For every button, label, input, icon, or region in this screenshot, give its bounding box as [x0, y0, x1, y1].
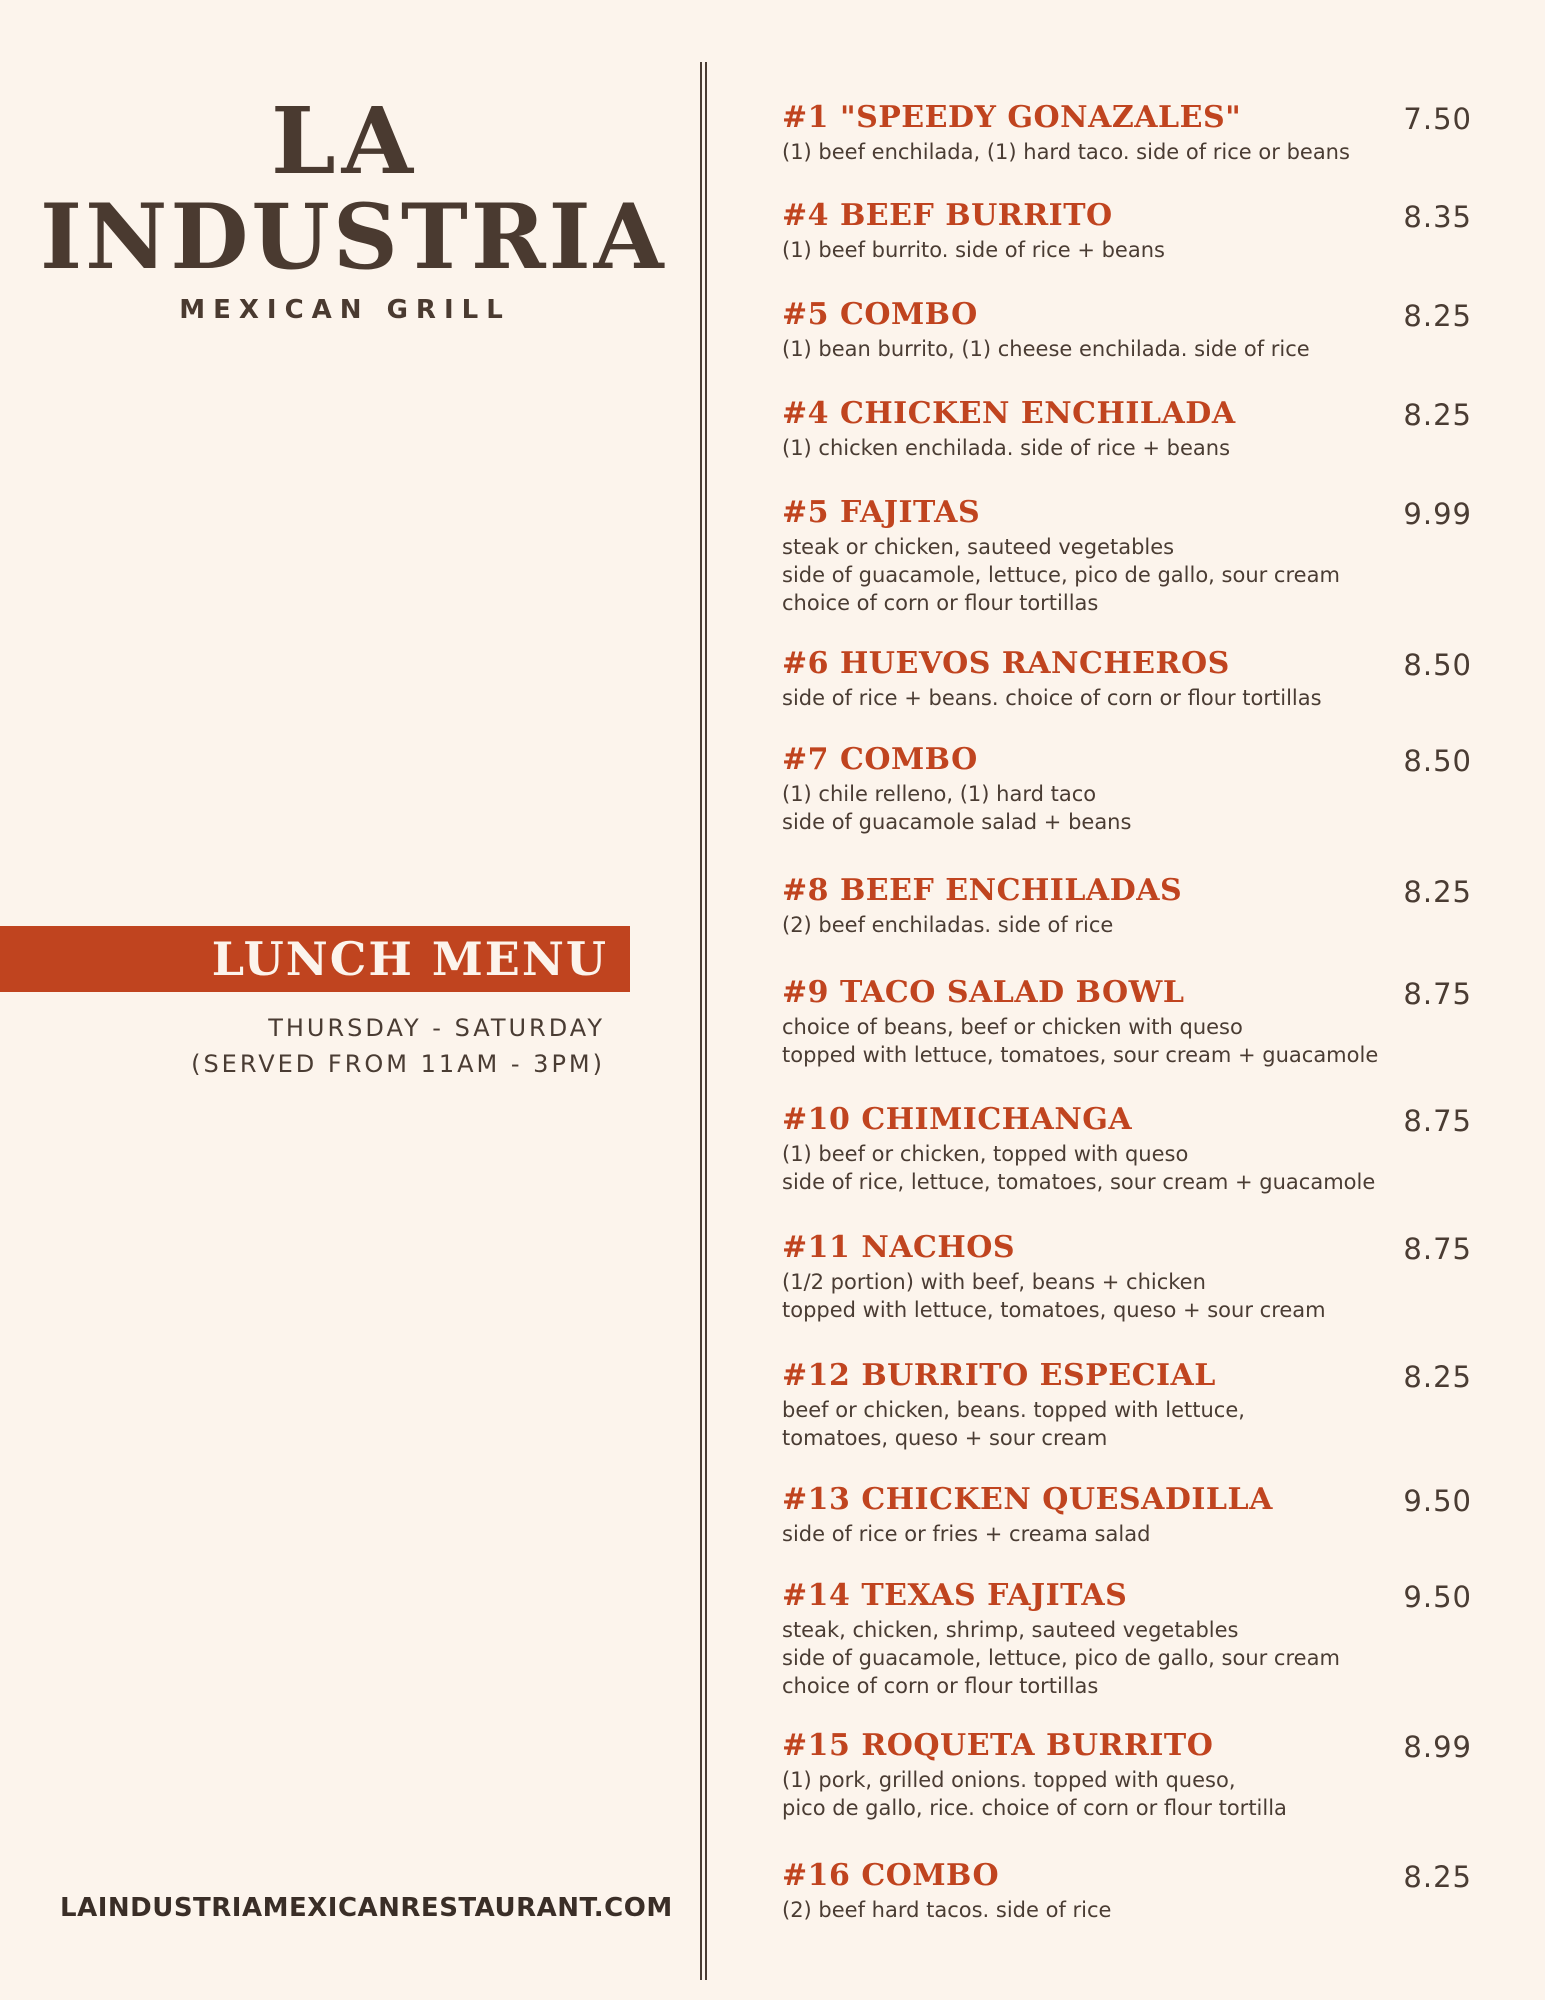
menu-item [782, 1102, 1472, 1196]
description-line: side of guacamole salad + beans [782, 810, 1132, 834]
description-line: (1) beef or chicken, topped with queso [782, 1142, 1189, 1166]
item-name: #6 HUEVOS RANCHEROS [782, 646, 1230, 681]
item-price: 8.25 [1403, 1860, 1472, 1894]
item-name: #16 COMBO [782, 1858, 1000, 1893]
item-description [782, 780, 1472, 836]
item-price: 8.25 [1403, 875, 1472, 909]
item-price: 7.50 [1403, 102, 1472, 136]
item-price: 8.25 [1403, 398, 1472, 432]
item-price: 9.50 [1403, 1484, 1472, 1518]
menu-item [782, 1728, 1472, 1822]
description-line: side of rice, lettuce, tomatoes, sour cream + guacamole [782, 1170, 1376, 1194]
menu-item [782, 1858, 1472, 1924]
column-divider [700, 62, 707, 1980]
item-name: #11 NACHOS [782, 1230, 1016, 1265]
menu-item [782, 1230, 1472, 1324]
item-name: #15 ROQUETA BURRITO [782, 1728, 1214, 1763]
schedule-days: THURSDAY - SATURDAY [268, 1014, 605, 1042]
item-description [782, 236, 1472, 264]
description-line: side of guacamole, lettuce, pico de gallo, sour cream [782, 563, 1340, 587]
description-line: pico de gallo, rice. choice of corn or flour tortilla [782, 1796, 1287, 1820]
menu-item [782, 495, 1472, 617]
description-line: (1) pork, grilled onions. topped with queso, [782, 1768, 1236, 1792]
description-line: steak or chicken, sauteed vegetables [782, 535, 1175, 559]
menu-item [782, 198, 1472, 264]
item-price: 9.99 [1403, 497, 1472, 531]
menu-item [782, 297, 1472, 363]
item-price: 9.50 [1403, 1580, 1472, 1614]
item-price: 8.75 [1403, 1232, 1472, 1266]
menu-item [782, 100, 1472, 166]
menu-item [782, 1482, 1472, 1548]
description-line: side of guacamole, lettuce, pico de gallo, sour cream [782, 1646, 1340, 1670]
item-price: 8.50 [1403, 648, 1472, 682]
item-name: #13 CHICKEN QUESADILLA [782, 1482, 1273, 1517]
menu-item [782, 975, 1472, 1069]
item-name: #14 TEXAS FAJITAS [782, 1578, 1128, 1613]
item-name: #8 BEEF ENCHILADAS [782, 873, 1183, 908]
description-line: side of rice + beans. choice of corn or flour tortillas [782, 686, 1322, 710]
menu-item [782, 1578, 1472, 1700]
logo-subtitle: MEXICAN GRILL [179, 295, 511, 325]
description-line: choice of corn or flour tortillas [782, 591, 1099, 615]
banner-title: LUNCH MENU [211, 932, 608, 986]
item-description [782, 533, 1472, 617]
menu-item [782, 396, 1472, 462]
logo-line-1: LA [270, 87, 420, 195]
description-line: (1) bean burrito, (1) cheese enchilada. side of rice [782, 337, 1310, 361]
description-line: steak, chicken, shrimp, sauteed vegetables [782, 1618, 1239, 1642]
item-description [782, 1766, 1472, 1822]
website-link[interactable]: LAINDUSTRIAMEXICANRESTAURANT.COM [60, 1893, 673, 1923]
description-line: topped with lettuce, tomatoes, sour cream + guacamole [782, 1043, 1379, 1067]
logo-line-2: INDUSTRIA [40, 184, 667, 290]
item-price: 8.35 [1403, 200, 1472, 234]
description-line: (1) beef burrito. side of rice + beans [782, 238, 1165, 262]
item-description [782, 1013, 1472, 1069]
menu-item [782, 873, 1472, 939]
item-name: #1 "SPEEDY GONAZALES" [782, 100, 1242, 135]
description-line: (1) chicken enchilada. side of rice + beans [782, 436, 1231, 460]
description-line: tomatoes, queso + sour cream [782, 1426, 1108, 1450]
item-price: 8.50 [1403, 744, 1472, 778]
item-price: 8.75 [1403, 1104, 1472, 1138]
item-description [782, 138, 1472, 166]
description-line: choice of beans, beef or chicken with queso [782, 1015, 1243, 1039]
item-name: #7 COMBO [782, 742, 978, 777]
item-description [782, 1268, 1472, 1324]
menu-item [782, 646, 1472, 712]
description-line: beef or chicken, beans. topped with lettuce, [782, 1398, 1245, 1422]
description-line: (1) chile relleno, (1) hard taco [782, 782, 1097, 806]
schedule [191, 1010, 605, 1082]
description-line: topped with lettuce, tomatoes, queso + sour cream [782, 1298, 1326, 1322]
description-line: (1/2 portion) with beef, beans + chicken [782, 1270, 1206, 1294]
item-name: #12 BURRITO ESPECIAL [782, 1358, 1216, 1393]
item-price: 8.75 [1403, 977, 1472, 1011]
item-name: #9 TACO SALAD BOWL [782, 975, 1185, 1010]
item-description [782, 684, 1472, 712]
description-line: (2) beef hard tacos. side of rice [782, 1898, 1112, 1922]
description-line: side of rice or fries + creama salad [782, 1522, 1151, 1546]
item-description [782, 434, 1472, 462]
menu-item [782, 1358, 1472, 1452]
item-name: #4 CHICKEN ENCHILADA [782, 396, 1236, 431]
item-name: #10 CHIMICHANGA [782, 1102, 1133, 1137]
item-description [782, 1396, 1472, 1452]
item-name: #5 FAJITAS [782, 495, 981, 530]
description-line: (1) beef enchilada, (1) hard taco. side of rice or beans [782, 140, 1350, 164]
item-price: 8.25 [1403, 1360, 1472, 1394]
description-line: (2) beef enchiladas. side of rice [782, 913, 1114, 937]
item-description [782, 1520, 1472, 1548]
lunch-menu-banner [0, 926, 630, 992]
item-name: #5 COMBO [782, 297, 978, 332]
item-description [782, 1140, 1472, 1196]
item-description [782, 911, 1472, 939]
schedule-hours: (SERVED FROM 11AM - 3PM) [191, 1050, 605, 1078]
menu-item [782, 742, 1472, 836]
description-line: choice of corn or flour tortillas [782, 1674, 1099, 1698]
item-price: 8.25 [1403, 299, 1472, 333]
item-description [782, 1616, 1472, 1700]
item-price: 8.99 [1403, 1730, 1472, 1764]
item-description [782, 335, 1472, 363]
item-description [782, 1896, 1472, 1924]
item-name: #4 BEEF BURRITO [782, 198, 1113, 233]
